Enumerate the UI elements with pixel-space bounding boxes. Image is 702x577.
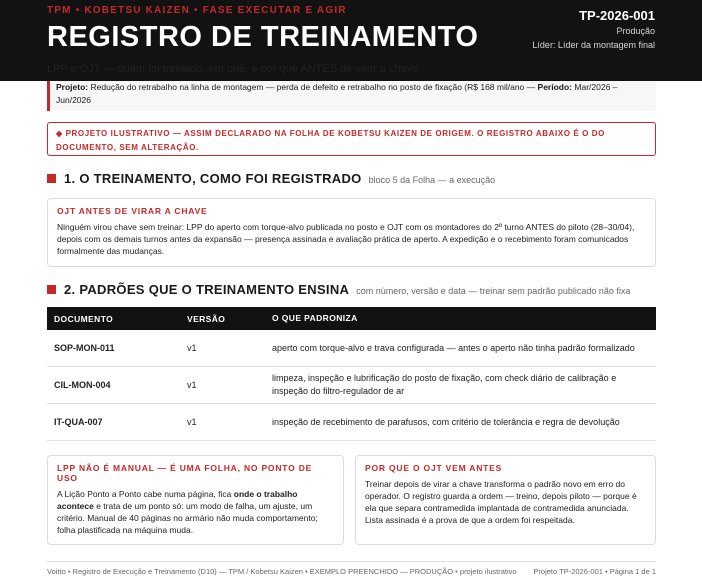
- lpp-body-part-b: e trata de um ponto só: um modo de falha, um ajuste, um critério. Manual de 40 páginas no armário não muda comportamento; folha plastificada na máquina muda.: [57, 501, 318, 535]
- project-box: [47, 81, 656, 111]
- section-1-heading: [47, 171, 495, 186]
- section-2-note: com número, versão e data — treinar sem padrão publicado não fixa: [356, 286, 631, 296]
- cell-description: limpeza, inspeção e lubrificação do posto de fixação, com check diário de calibração e inspeção do filtro-regulador de ar: [272, 373, 617, 396]
- section-marker: [47, 174, 56, 183]
- table-row: [47, 367, 656, 404]
- cell-version: v1: [187, 380, 197, 390]
- cell-description: inspeção de recebimento de parafusos, com critério de tolerância e regra de devolução: [272, 416, 620, 427]
- standards-table: [47, 307, 656, 441]
- cell-version: v1: [187, 417, 197, 427]
- col-header-standardizes: O QUE PADRONIZA: [272, 313, 358, 323]
- section-2-heading: [47, 282, 630, 297]
- why-ojt-card-body: Treinar depois de virar a chave transforma o padrão novo em erro do operador. O registro guarda a ordem — treino, depois piloto — porque é ela que separa contramedida implantada de contramedida anunciada. Lista assinada é a prova de que a ordem foi respeitada.: [365, 479, 637, 525]
- project-text: Redução do retrabalho na linha de montagem — perda de defeito e retrabalho no posto de fixação (R$ 168 mil/ano —: [90, 82, 536, 92]
- cell-document: CIL-MON-004: [54, 380, 111, 390]
- lpp-body-emphasis: onde o trabalho acontece: [57, 489, 298, 511]
- col-header-version: VERSÃO: [187, 313, 226, 324]
- project-label: Projeto:: [56, 82, 89, 92]
- section-1-title: 1. O TREINAMENTO, COMO FOI REGISTRADO: [64, 171, 362, 186]
- footer-page-info: Projeto TP-2026-001 • Página 1 de 1: [533, 567, 656, 576]
- leader-label: Líder: Líder da montagem final: [532, 40, 655, 50]
- period-value: Mar/2026 – Jun/2026: [56, 82, 618, 105]
- ojt-card-title: OJT ANTES DE VIRAR A CHAVE: [57, 206, 208, 216]
- ojt-card-body: Ninguém virou chave sem treinar: LPP do aperto com torque-alvo publicada no posto e OJT com os montadores do 2º turno ANTES do piloto (28–30/04), depois com os demais turnos antes da expansão — presença assinada e avaliação prática de aperto. A expedição e o recebimento foram comunicados formalmente das mudanças.: [57, 222, 635, 256]
- table-row: [47, 404, 656, 441]
- cell-document: SOP-MON-011: [54, 343, 115, 353]
- lpp-card: [47, 455, 344, 545]
- lpp-card-body: [57, 488, 334, 536]
- lpp-card-title: LPP NÃO É MANUAL — É UMA FOLHA, NO PONTO DE USO: [57, 463, 313, 483]
- section-1-note: bloco 5 da Folha — a execução: [368, 175, 496, 185]
- illustrative-warning: ◆ PROJETO ILUSTRATIVO — ASSIM DECLARADO NA FOLHA DE KOBETSU KAIZEN DE ORIGEM. O REGISTRO ABAIXO É O DO DOCUMENTO, SEM ALTERAÇÃO.: [47, 122, 656, 156]
- document-id: TP-2026-001: [579, 8, 655, 23]
- header-kicker: TPM • KOBETSU KAIZEN • FASE EXECUTAR E AGIR: [47, 5, 347, 16]
- cell-version: v1: [187, 343, 197, 353]
- cell-description: aperto com torque-alvo e trava configurada — antes o aperto não tinha padrão formalizado: [272, 342, 635, 353]
- table-row: [47, 330, 656, 367]
- footer-left: Voitto • Registro de Execução e Treinamento (D10) — TPM / Kobetsu Kaizen • EXEMPLO PREENCHIDO — PRODUÇÃO • projeto ilustrativo: [47, 567, 517, 576]
- ojt-card: [47, 198, 656, 267]
- page-title: REGISTRO DE TREINAMENTO: [47, 21, 479, 53]
- why-ojt-card: [355, 455, 656, 545]
- section-marker: [47, 285, 56, 294]
- section-2-title: 2. PADRÕES QUE O TREINAMENTO ENSINA: [64, 282, 350, 297]
- page-subtitle: LPP e OJT — quem foi treinado, em quê, e por que ANTES de virar a chave: [47, 63, 419, 75]
- col-header-document: DOCUMENTO: [54, 313, 114, 324]
- footer-divider: [47, 561, 656, 562]
- why-ojt-card-title: POR QUE O OJT VEM ANTES: [365, 463, 503, 473]
- lpp-body-part-a: A Lição Ponto a Ponto cabe numa página, fica: [57, 489, 234, 499]
- table-header: [47, 307, 656, 330]
- period-label: Período:: [537, 82, 573, 92]
- area-label: Produção: [616, 26, 655, 36]
- cell-document: IT-QUA-007: [54, 417, 103, 427]
